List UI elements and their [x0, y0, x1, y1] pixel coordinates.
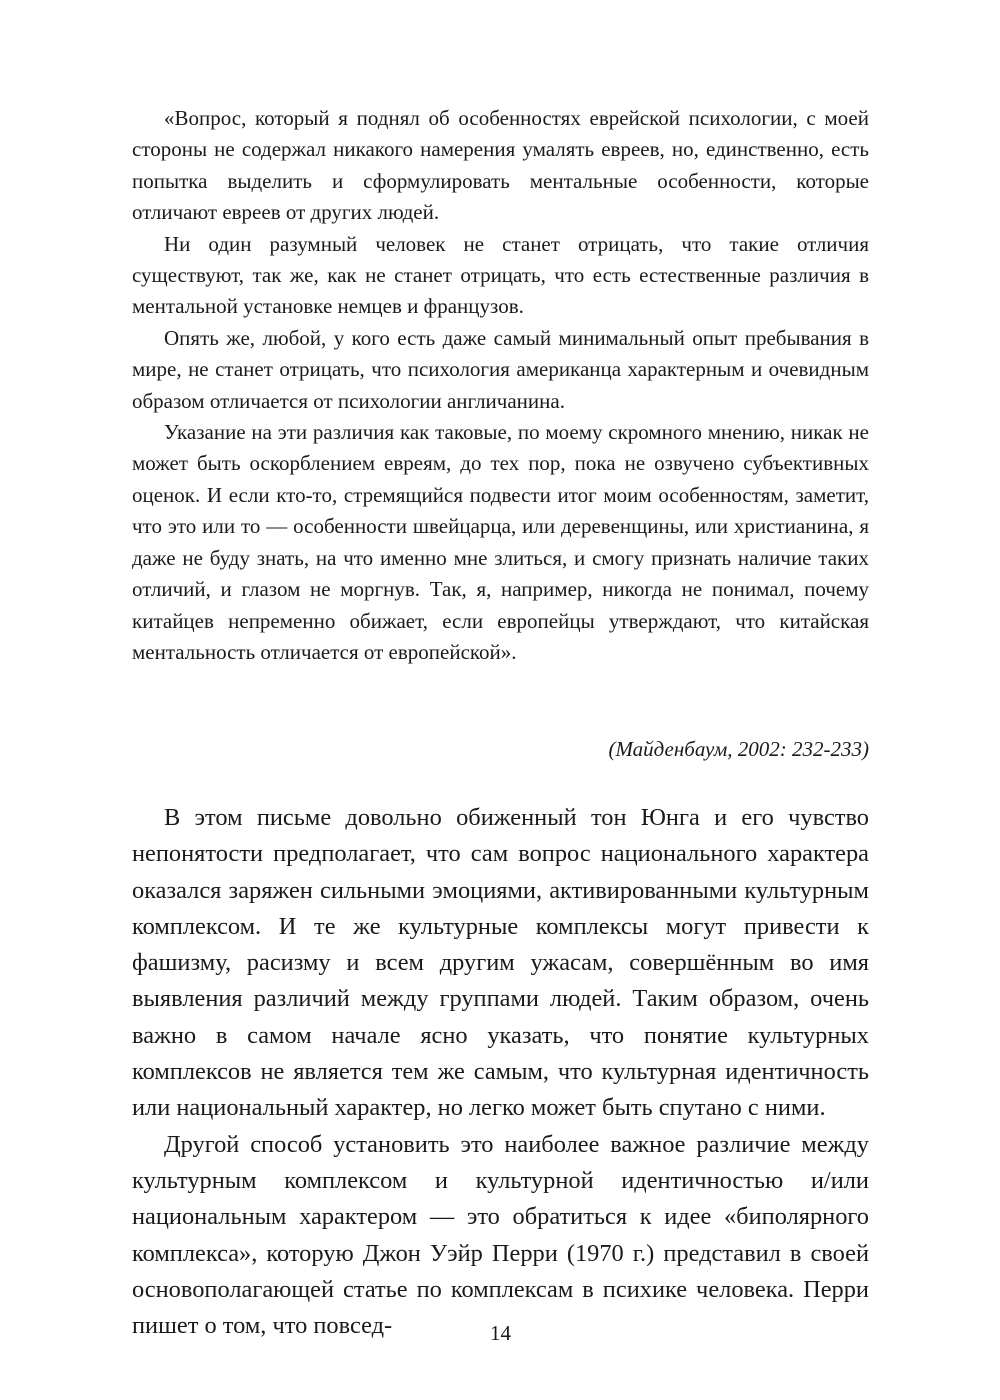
quote-paragraph-4: Указание на эти различия как таковые, по моему скромного мнению, никак не может быть оскорблением евреям, до тех пор, пока не озвучено субъективных оценок. И если кто-то, стремящийся подвести итог моим особенностям, заметит, что это или то — особенности швейцарца, или деревенщины, или христианина, я даже не буду знать, на что именно мне злиться, и смогу признать наличие таких отличий, и глазом не моргнув. Так, я, например, никогда не понимал, почему китайцев непременно обижает, если европейцы утверждают, что китайская ментальность отличается от европейской». [132, 420, 869, 664]
page-number: 14 [490, 1321, 511, 1345]
quote-paragraph-3: Опять же, любой, у кого есть даже самый минимальный опыт пребывания в мире, не станет отрицать, что психология американца характерным и очевидным образом отличается от психологии англичанина. [132, 325, 869, 413]
quote-paragraph-2: Ни один разумный человек не станет отрицать, что такие отличия существуют, так же, как не станет отрицать, что есть естественные различия в ментальной установке немцев и французов. [132, 231, 869, 319]
quote-paragraph-1: «Вопрос, который я поднял об особенностях еврейской психологии, с моей стороны не содержал никакого намерения умалять евреев, но, единственно, есть попытка выделить и сформулировать ментальные особенности, которые отличают евреев от других людей. [132, 106, 869, 225]
quote-citation: (Майденбаум, 2002: 232-233) [608, 737, 869, 761]
body-text [132, 800, 869, 1344]
block-quote [132, 103, 869, 668]
book-page [132, 0, 869, 1400]
body-paragraph-1: В этом письме довольно обиженный тон Юнга и его чувство непонятости предполагает, что сам вопрос национального характера оказался заряжен сильными эмоциями, активированными культурным комплексом. И те же культурные комплексы могут привести к фашизму, расизму и всем другим ужасам, совершённым во имя выявления различий между группами людей. Таким образом, очень важно в самом начале ясно указать, что понятие культурных комплексов не является тем же самым, что культурная идентичность или национальный характер, но легко может быть спутано с ними. [132, 804, 869, 1122]
body-paragraph-2: Другой способ установить это наиболее важное различие между культурным комплексом и культурной идентичностью и/или национальным характером — это обратиться к идее «биполярного комплекса», которую Джон Уэйр Перри (1970 г.) представил в своей основополагающей статье по комплексам в психике человека. Перри пишет о том, что повсед- [132, 1130, 869, 1340]
